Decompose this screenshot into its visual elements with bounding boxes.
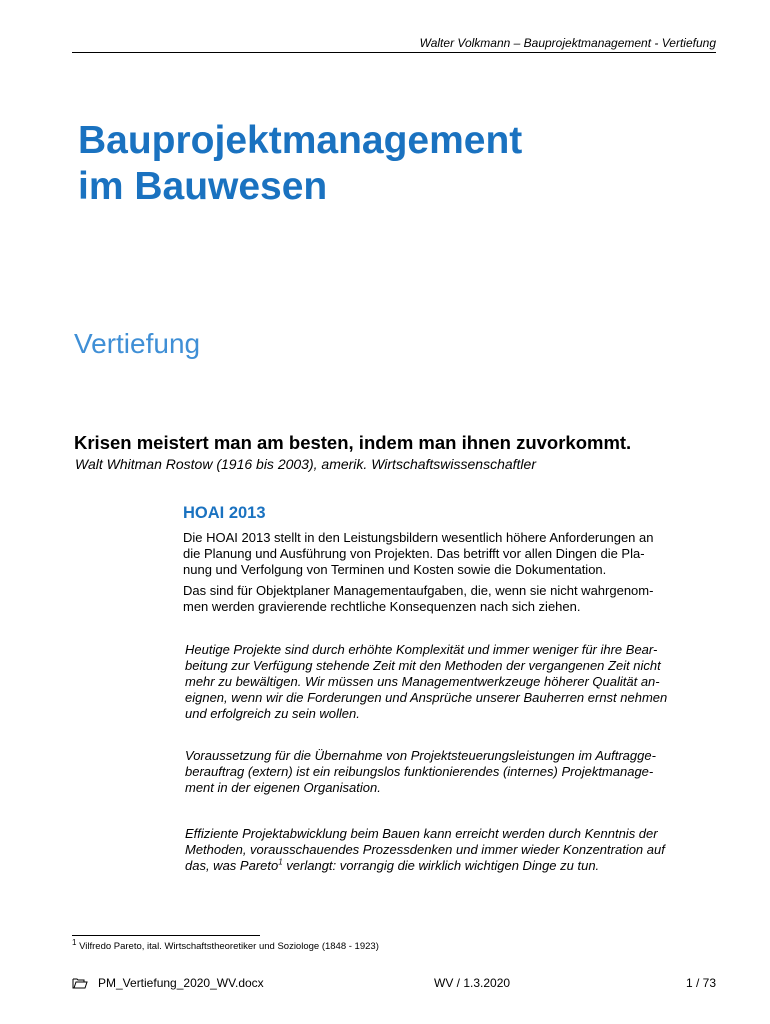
footnote-text: Vilfredo Pareto, ital. Wirtschaftstheoretiker und Soziologe (1848 - 1923): [76, 941, 379, 952]
it3-line-3a: das, was Pareto: [185, 858, 279, 873]
p2-line-1: Das sind für Objektplaner Managementaufgaben, die, wenn sie nicht wahrgenom-: [183, 583, 654, 598]
it3-line-2: Methoden, vorausschauendes Prozessdenken und immer wieder Konzentration auf: [185, 842, 665, 857]
it1-line-5: und erfolgreich zu sein wollen.: [185, 706, 360, 721]
it1-line-3: mehr zu bewältigen. Wir müssen uns Managementwerkzeuge höherer Qualität an-: [185, 674, 660, 689]
it3-line-3b: verlangt: vorrangig die wirklich wichtigen Dinge zu tun.: [282, 858, 600, 873]
p1-line-1: Die HOAI 2013 stellt in den Leistungsbildern wesentlich höhere Anforderungen an: [183, 530, 654, 545]
footnote-mark: 1: [72, 937, 77, 947]
page-number: 1 / 73: [685, 976, 716, 990]
footer-file: [72, 975, 264, 991]
document-title: [78, 118, 718, 210]
it2-line-2: berauftrag (extern) ist ein reibungslos funktionierendes (internes) Projektmanage-: [185, 764, 654, 779]
document-subtitle: Vertiefung: [74, 328, 201, 359]
folder-icon: [72, 977, 88, 989]
it1-line-4: eignen, wenn wir die Forderungen und Ansprüche unserer Bauherren ernst nehmen: [185, 690, 668, 705]
footnote-separator: [72, 935, 260, 936]
section-paragraph-1: [183, 530, 715, 578]
it1-line-1: Heutige Projekte sind durch erhöhte Komplexität und immer weniger für ihre Bear-: [185, 642, 658, 657]
italic-paragraph-3: [185, 826, 719, 874]
footnote-reference[interactable]: 1: [278, 857, 283, 867]
page-footer: [72, 975, 716, 991]
p1-line-3: nung und Verfolgung von Terminen und Kosten sowie die Dokumentation.: [183, 562, 607, 577]
header-text: Walter Volkmann – Bauprojektmanagement - Vertiefung: [419, 36, 716, 50]
section-heading: HOAI 2013: [183, 504, 266, 522]
it2-line-3: ment in der eigenen Organisation.: [185, 780, 381, 795]
quote-author: Walt Whitman Rostow (1916 bis 2003), amerik. Wirtschaftswissenschaftler: [75, 456, 536, 472]
section-paragraph-2: [183, 583, 715, 615]
italic-paragraph-2: [185, 748, 719, 796]
title-line-2: im Bauwesen: [78, 165, 328, 208]
footer-filename: PM_Vertiefung_2020_WV.docx: [98, 976, 264, 990]
footer-author-date: WV / 1.3.2020: [434, 976, 511, 990]
hoai-section: [183, 503, 715, 620]
page-header: [72, 36, 716, 53]
italic-paragraph-1: [185, 642, 719, 722]
footnote: [72, 937, 379, 953]
quote-text: Krisen meistert man am besten, indem man ihnen zuvorkommt.: [74, 432, 632, 453]
it1-line-2: beitung zur Verfügung stehende Zeit mit den Methoden der vergangenen Zeit nicht: [185, 658, 661, 673]
it3-line-1: Effiziente Projektabwicklung beim Bauen kann erreicht werden durch Kenntnis der: [185, 826, 658, 841]
it2-line-1: Voraussetzung für die Übernahme von Projektsteuerungsleistungen im Auftragge-: [185, 748, 656, 763]
title-line-1: Bauprojektmanagement: [78, 119, 523, 162]
p2-line-2: men werden gravierende rechtliche Konsequenzen nach sich ziehen.: [183, 599, 581, 614]
p1-line-2: die Planung und Ausführung von Projekten. Das betrifft vor allen Dingen die Pla-: [183, 546, 645, 561]
